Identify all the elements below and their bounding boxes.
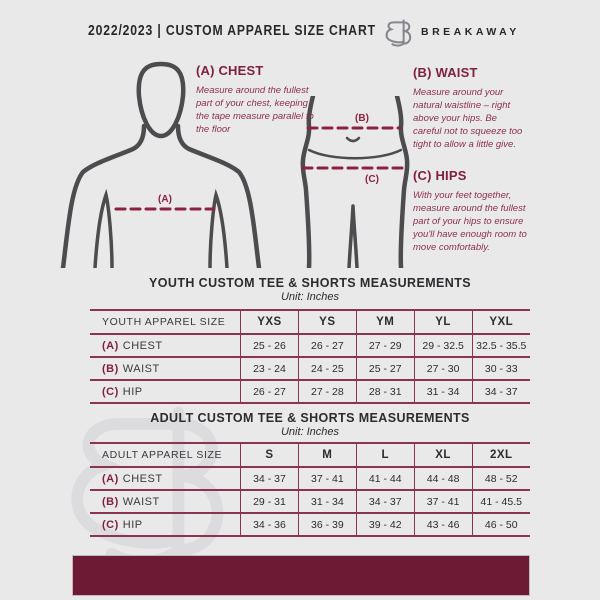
size-value-cell: 34 - 37 bbox=[356, 490, 414, 513]
row-label-prefix: (B) bbox=[102, 495, 119, 508]
size-value-cell: 34 - 37 bbox=[241, 467, 299, 490]
adult-size-table bbox=[90, 442, 530, 537]
size-value-cell: 27 - 30 bbox=[414, 357, 472, 380]
size-value-cell: 27 - 29 bbox=[356, 334, 414, 357]
table-header-row bbox=[90, 310, 530, 334]
page-title: 2022/2023 | CUSTOM APPAREL SIZE CHART bbox=[88, 23, 376, 39]
size-value-cell: 44 - 48 bbox=[414, 467, 472, 490]
size-value-cell: 43 - 46 bbox=[414, 513, 472, 536]
measurement-row-label bbox=[90, 467, 241, 490]
size-column-header: YXS bbox=[241, 310, 299, 334]
size-value-cell: 41 - 44 bbox=[356, 467, 414, 490]
waist-body-text: Measure around your natural waistline – right above your hips. Be careful not to squeeze too tight to allow a little give. bbox=[413, 87, 523, 150]
size-column-header: M bbox=[298, 443, 356, 467]
breakaway-b-logo-icon bbox=[383, 15, 413, 51]
size-value-cell: 37 - 41 bbox=[298, 467, 356, 490]
size-column-header: YM bbox=[356, 310, 414, 334]
brand-name: BREAKAWAY bbox=[421, 26, 520, 38]
adult-section-title: ADULT CUSTOM TEE & SHORTS MEASUREMENTS bbox=[150, 411, 470, 425]
table-header-row bbox=[90, 443, 530, 467]
row-label-prefix: (B) bbox=[102, 362, 119, 375]
row-label-prefix: (C) bbox=[102, 385, 119, 398]
size-value-cell: 25 - 27 bbox=[356, 357, 414, 380]
table-body bbox=[90, 334, 530, 403]
apparel-size-header: ADULT APPAREL SIZE bbox=[90, 443, 241, 467]
size-value-cell: 32.5 - 35.5 bbox=[472, 334, 530, 357]
size-value-cell: 24 - 25 bbox=[298, 357, 356, 380]
size-value-cell: 26 - 27 bbox=[298, 334, 356, 357]
size-column-header: XL bbox=[414, 443, 472, 467]
table-head bbox=[90, 310, 530, 334]
measurement-row-label bbox=[90, 380, 241, 403]
row-label-prefix: (C) bbox=[102, 518, 119, 531]
youth-size-table bbox=[90, 309, 530, 404]
table-row bbox=[90, 380, 530, 403]
youth-section-title: YOUTH CUSTOM TEE & SHORTS MEASUREMENTS bbox=[149, 276, 471, 290]
size-column-header: YL bbox=[414, 310, 472, 334]
measurement-row-label bbox=[90, 334, 241, 357]
size-column-header: S bbox=[241, 443, 299, 467]
chest-line-label: (A) bbox=[158, 194, 172, 205]
size-column-header: L bbox=[356, 443, 414, 467]
size-value-cell: 26 - 27 bbox=[241, 380, 299, 403]
size-column-header: YS bbox=[298, 310, 356, 334]
hips-heading: (C) HIPS bbox=[413, 168, 467, 183]
size-value-cell: 46 - 50 bbox=[472, 513, 530, 536]
size-value-cell: 23 - 24 bbox=[241, 357, 299, 380]
footer-accent-bar bbox=[72, 555, 530, 596]
size-column-header: 2XL bbox=[472, 443, 530, 467]
hips-instructions bbox=[413, 168, 533, 255]
size-value-cell: 34 - 36 bbox=[241, 513, 299, 536]
size-value-cell: 29 - 32.5 bbox=[414, 334, 472, 357]
size-value-cell: 31 - 34 bbox=[414, 380, 472, 403]
measurement-row-label bbox=[90, 357, 241, 380]
adult-unit-label: Unit: Inches bbox=[280, 426, 340, 438]
size-value-cell: 41 - 45.5 bbox=[472, 490, 530, 513]
waist-line-label: (B) bbox=[355, 113, 369, 124]
table-body bbox=[90, 467, 530, 536]
measurement-row-label bbox=[90, 490, 241, 513]
size-value-cell: 28 - 31 bbox=[356, 380, 414, 403]
row-label-text: CHEST bbox=[122, 339, 163, 352]
table-row bbox=[90, 490, 530, 513]
waist-instructions bbox=[413, 65, 527, 152]
table-row bbox=[90, 357, 530, 380]
table-row bbox=[90, 334, 530, 357]
size-value-cell: 30 - 33 bbox=[472, 357, 530, 380]
row-label-text: WAIST bbox=[122, 362, 160, 375]
size-value-cell: 39 - 42 bbox=[356, 513, 414, 536]
chest-body-text: Measure around the fullest part of your chest, keeping the tape measure parallel to the floor bbox=[196, 85, 314, 135]
row-label-text: HIP bbox=[122, 385, 143, 398]
table-head bbox=[90, 443, 530, 467]
hips-body-text: With your feet together, measure around the fullest part of your hips to ensure you'll have enough room to move comfortably. bbox=[413, 190, 527, 253]
measurement-row-label bbox=[90, 513, 241, 536]
row-label-text: WAIST bbox=[122, 495, 160, 508]
youth-unit-label: Unit: Inches bbox=[280, 291, 340, 303]
size-value-cell: 25 - 26 bbox=[241, 334, 299, 357]
apparel-size-header: YOUTH APPAREL SIZE bbox=[90, 310, 241, 334]
chest-instructions bbox=[196, 63, 314, 137]
row-label-prefix: (A) bbox=[102, 339, 119, 352]
size-value-cell: 36 - 39 bbox=[298, 513, 356, 536]
waist-heading: (B) WAIST bbox=[413, 65, 478, 80]
row-label-text: HIP bbox=[122, 518, 143, 531]
size-value-cell: 34 - 37 bbox=[472, 380, 530, 403]
size-value-cell: 27 - 28 bbox=[298, 380, 356, 403]
size-value-cell: 48 - 52 bbox=[472, 467, 530, 490]
table-row bbox=[90, 513, 530, 536]
size-value-cell: 29 - 31 bbox=[241, 490, 299, 513]
row-label-prefix: (A) bbox=[102, 472, 119, 485]
hips-line-label: (C) bbox=[365, 174, 379, 185]
chest-heading: (A) CHEST bbox=[196, 63, 264, 78]
row-label-text: CHEST bbox=[122, 472, 163, 485]
size-value-cell: 37 - 41 bbox=[414, 490, 472, 513]
size-value-cell: 31 - 34 bbox=[298, 490, 356, 513]
size-column-header: YXL bbox=[472, 310, 530, 334]
table-row bbox=[90, 467, 530, 490]
